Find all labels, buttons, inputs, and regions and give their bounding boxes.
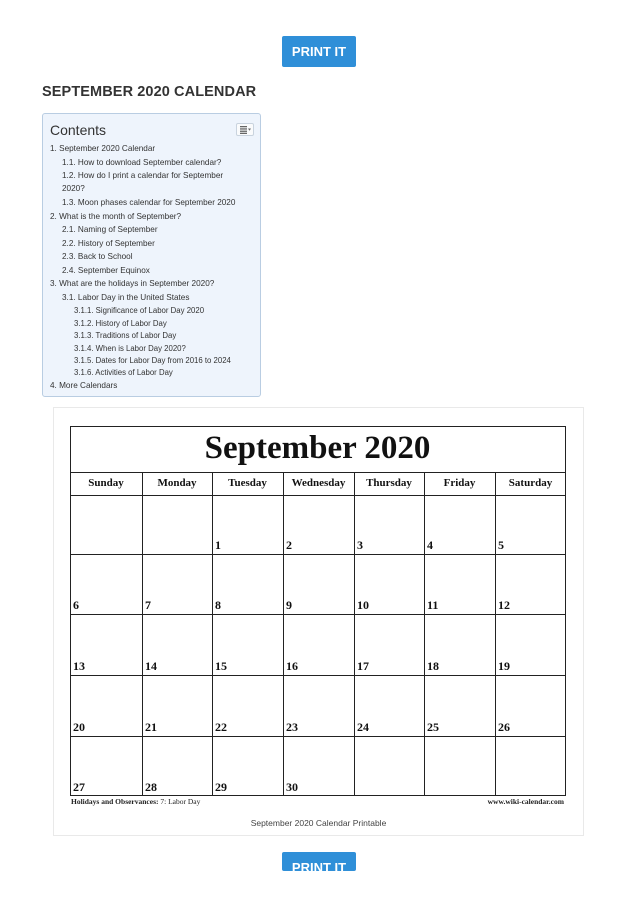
calendar-day-number: 3 [357,538,363,552]
toc-item[interactable]: 3.1.4. When is Labor Day 2020? [74,344,186,353]
toc-item[interactable]: 3.1.6. Activities of Labor Day [74,368,173,377]
calendar-day-number: 22 [215,720,227,734]
day-of-week-header: Saturday [508,477,553,489]
calendar-day-number: 26 [498,720,510,734]
calendar-day-number: 13 [73,659,85,673]
toc-item[interactable]: 2.2. History of September [62,239,155,248]
toc-item[interactable]: 3.1.2. History of Labor Day [74,319,167,328]
holidays-value: 7: Labor Day [160,797,201,806]
toc-item[interactable]: 1.2. How do I print a calendar for September [62,171,224,180]
calendar-day-number: 15 [215,659,227,673]
calendar-day-number: 27 [73,780,85,794]
print-button[interactable]: PRINT IT [282,36,356,67]
toc-item[interactable]: 4. More Calendars [50,381,118,390]
image-caption: September 2020 Calendar Printable [250,818,387,828]
calendar-day-number: 11 [427,598,439,612]
toc-item[interactable]: 1.1. How to download September calendar? [62,158,222,167]
toc-item[interactable]: 1. September 2020 Calendar [50,144,156,153]
toc-item[interactable]: 3.1.5. Dates for Labor Day from 2016 to 2024 [74,356,231,365]
calendar-row-line [70,554,566,555]
toc-item[interactable]: 2.1. Naming of September [62,225,158,234]
calendar-day-number: 29 [215,780,227,794]
calendar-day-number: 6 [73,598,79,612]
print-button-bottom[interactable]: PRINT IT [282,852,356,871]
calendar-day-number: 14 [145,659,157,673]
toc-toggle-button[interactable] [236,123,254,136]
page-title: SEPTEMBER 2020 CALENDAR [42,84,257,100]
calendar-day-number: 7 [145,598,151,612]
day-of-week-header: Thursday [366,477,412,489]
calendar-row-line [70,675,566,676]
calendar-day-number: 23 [286,720,298,734]
toc-item[interactable]: 1.3. Moon phases calendar for September 2020 [62,198,236,207]
toc-item[interactable]: 2.4. September Equinox [62,266,150,275]
calendar-column-line [354,472,355,796]
holidays-label: Holidays and Observances: [71,797,159,806]
site-credit: www.wiki-calendar.com [487,797,564,806]
toc-item[interactable]: 3. What are the holidays in September 2020? [50,279,215,288]
holidays-footnote [71,797,200,806]
calendar-rule [70,495,566,496]
calendar-day-number: 18 [427,659,439,673]
calendar-day-number: 8 [215,598,221,612]
calendar-day-number: 5 [498,538,504,552]
calendar-day-number: 30 [286,780,298,794]
calendar-column-line [283,472,284,796]
calendar-day-number: 17 [357,659,369,673]
calendar-day-number: 9 [286,598,292,612]
calendar-day-number: 12 [498,598,510,612]
toc-item[interactable]: 3.1. Labor Day in the United States [62,293,190,302]
calendar-row-line [70,614,566,615]
calendar-day-number: 20 [73,720,85,734]
calendar-day-number: 10 [357,598,369,612]
toc-title: Contents [50,122,107,138]
calendar-day-number: 4 [427,538,433,552]
calendar-title: September 2020 [204,430,431,466]
day-of-week-header: Wednesday [291,477,346,489]
toc-item[interactable]: 2.3. Back to School [62,252,133,261]
calendar-day-number: 1 [215,538,221,552]
day-of-week-header: Tuesday [228,477,267,489]
calendar-day-number: 21 [145,720,157,734]
toc-item[interactable]: 3.1.3. Traditions of Labor Day [74,331,177,340]
calendar-day-number: 28 [145,780,157,794]
calendar-column-line [424,472,425,796]
table-of-contents [42,113,261,397]
calendar-row-line [70,736,566,737]
day-of-week-header: Monday [157,477,197,489]
calendar-day-number: 2 [286,538,292,552]
toc-item[interactable]: 2. What is the month of September? [50,212,182,221]
toc-item[interactable]: 3.1.1. Significance of Labor Day 2020 [74,306,205,315]
day-of-week-header: Sunday [88,477,124,489]
calendar-day-number: 25 [427,720,439,734]
calendar-column-line [142,472,143,796]
calendar-day-number: 16 [286,659,298,673]
calendar-column-line [212,472,213,796]
toc-item[interactable]: 2020? [62,184,85,193]
calendar-column-line [495,472,496,796]
calendar-day-number: 19 [498,659,510,673]
list-toggle-icon [240,126,251,134]
day-of-week-header: Friday [443,477,476,489]
calendar-day-number: 24 [357,720,369,734]
